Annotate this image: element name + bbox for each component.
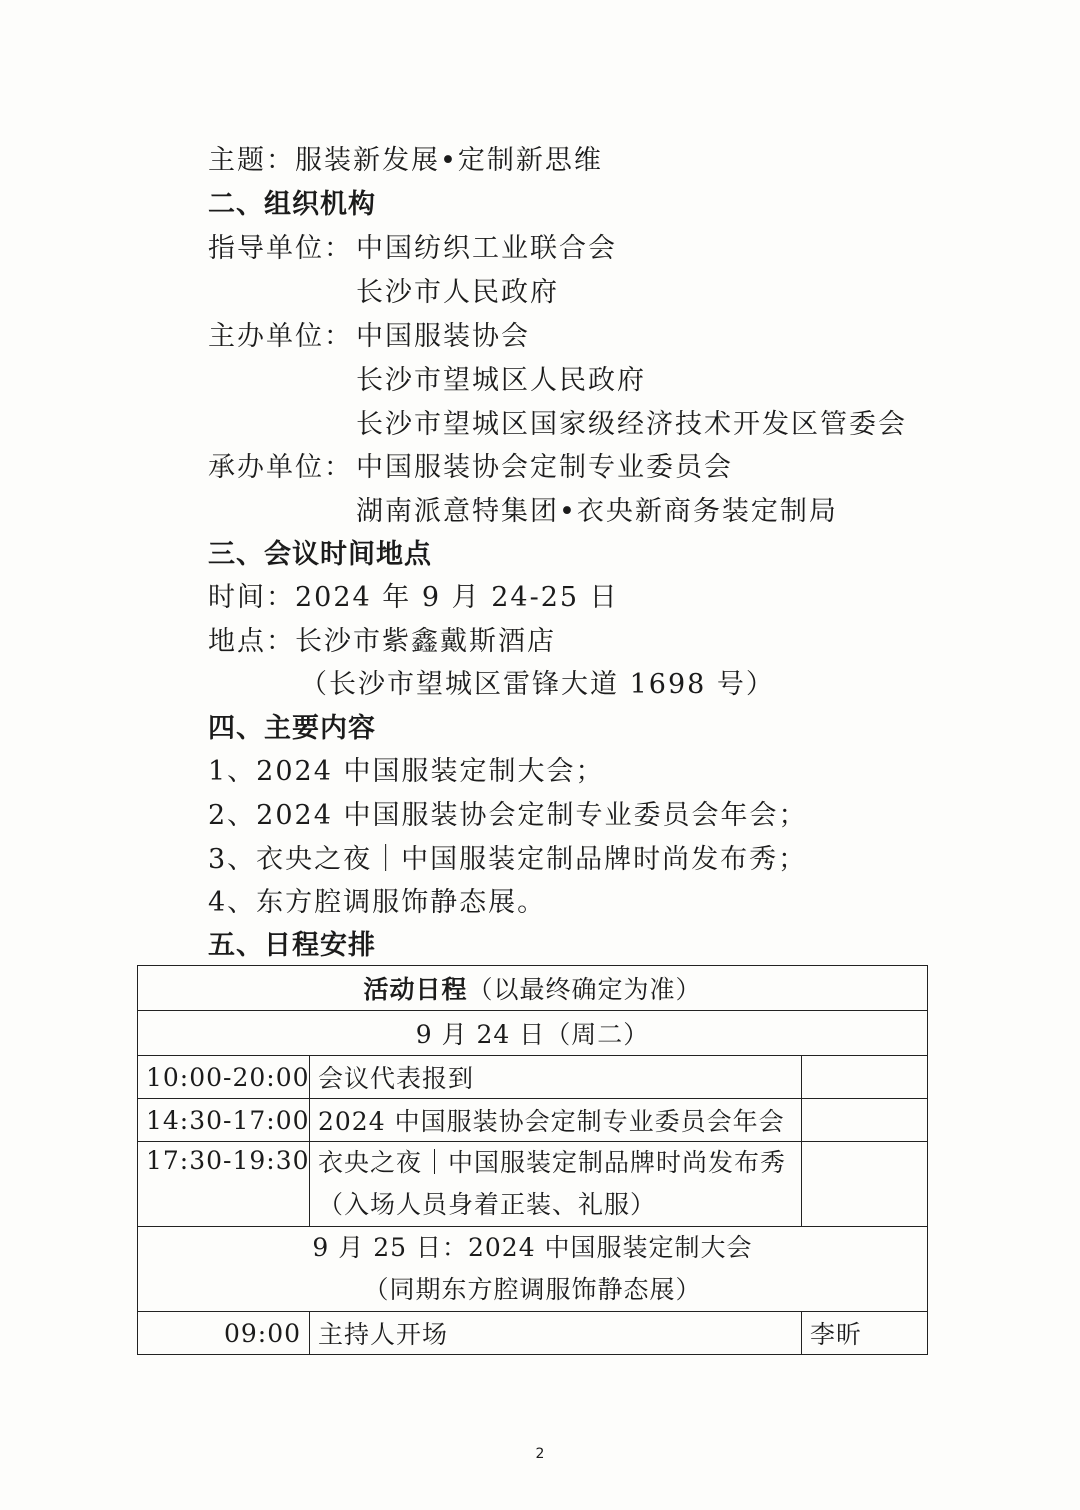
table-row bbox=[138, 1142, 928, 1227]
table-title-cell bbox=[138, 966, 928, 1011]
section-heading-organization: 二、组织机构 bbox=[208, 189, 376, 220]
theme-line: 主题：服装新发展•定制新思维 bbox=[208, 145, 603, 176]
content-cell bbox=[310, 1142, 802, 1227]
day2-header bbox=[138, 1227, 928, 1312]
host-unit-3: 长沙市望城区国家级经济技术开发区管委会 bbox=[356, 409, 907, 440]
day2-title: 9 月 25 日：2024 中国服装定制大会 bbox=[312, 1233, 753, 1262]
content-item: 4、东方腔调服饰静态展。 bbox=[208, 887, 547, 918]
page-number: 2 bbox=[535, 1446, 545, 1462]
content-cell: 主持人开场 bbox=[310, 1312, 802, 1355]
organizer-unit-2: 湖南派意特集团•衣央新商务装定制局 bbox=[356, 496, 838, 527]
person-cell bbox=[802, 1099, 928, 1142]
table-row bbox=[138, 1056, 928, 1099]
day-header-row bbox=[138, 1011, 928, 1056]
day-header-row bbox=[138, 1227, 928, 1312]
day1-header: 9 月 24 日（周二） bbox=[138, 1011, 928, 1056]
schedule-table bbox=[137, 965, 928, 1355]
guide-unit-1: 中国纺织工业联合会 bbox=[356, 233, 617, 264]
guide-unit-2: 长沙市人民政府 bbox=[356, 277, 559, 308]
time-cell: 09:00 bbox=[138, 1312, 310, 1355]
time-cell: 10:00-20:00 bbox=[138, 1056, 310, 1099]
organizer-unit-1: 中国服装协会定制专业委员会 bbox=[356, 452, 733, 483]
table-row bbox=[138, 1099, 928, 1142]
section-heading-main-content: 四、主要内容 bbox=[208, 713, 376, 744]
table-title-note: （以最终确定为准） bbox=[467, 975, 702, 1004]
host-unit-1: 中国服装协会 bbox=[356, 321, 530, 352]
section-heading-schedule: 五、日程安排 bbox=[208, 930, 376, 961]
day2-subtitle: （同期东方腔调服饰静态展） bbox=[363, 1275, 702, 1304]
meeting-address: （长沙市望城区雷锋大道 1698 号） bbox=[300, 669, 775, 700]
content-item: 3、衣央之夜｜中国服装定制品牌时尚发布秀； bbox=[208, 844, 808, 875]
content-line: 衣央之夜｜中国服装定制品牌时尚发布秀 bbox=[318, 1148, 787, 1177]
host-unit-label: 主办单位： bbox=[208, 321, 353, 352]
content-item: 1、2024 中国服装定制大会； bbox=[208, 756, 605, 787]
meeting-place: 地点：长沙市紫鑫戴斯酒店 bbox=[208, 626, 556, 657]
time-cell: 17:30-19:30 bbox=[138, 1142, 310, 1227]
person-cell bbox=[802, 1056, 928, 1099]
host-unit-2: 长沙市望城区人民政府 bbox=[356, 365, 646, 396]
meeting-time: 时间：2024 年 9 月 24-25 日 bbox=[208, 582, 619, 613]
content-item: 2、2024 中国服装协会定制专业委员会年会； bbox=[208, 800, 808, 831]
content-cell: 2024 中国服装协会定制专业委员会年会 bbox=[310, 1099, 802, 1142]
person-cell: 李昕 bbox=[802, 1312, 928, 1355]
section-heading-time-place: 三、会议时间地点 bbox=[208, 539, 432, 570]
table-title-row bbox=[138, 966, 928, 1011]
time-cell: 14:30-17:00 bbox=[138, 1099, 310, 1142]
guide-unit-label: 指导单位： bbox=[208, 233, 353, 264]
organizer-unit-label: 承办单位： bbox=[208, 452, 353, 483]
content-line-note: （入场人员身着正装、礼服） bbox=[318, 1190, 657, 1219]
person-cell bbox=[802, 1142, 928, 1227]
table-row bbox=[138, 1312, 928, 1355]
table-title: 活动日程 bbox=[363, 975, 468, 1004]
content-cell: 会议代表报到 bbox=[310, 1056, 802, 1099]
